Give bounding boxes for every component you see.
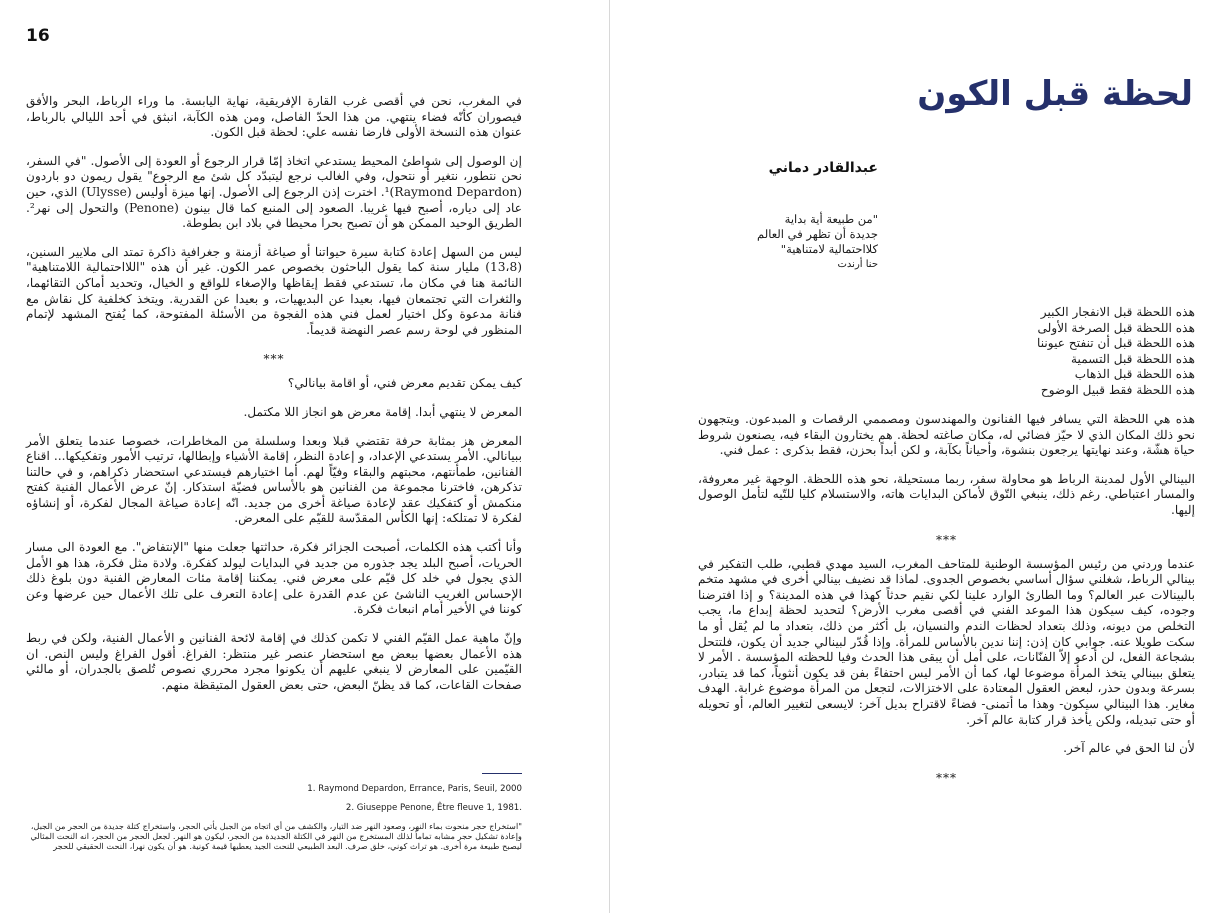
left-page-body	[26, 94, 522, 706]
right-page	[610, 0, 1219, 913]
footnote-translation: "استخراج حجر منحوت بماء النهر، وصعود النهر ضد التيار، والكشف من أي اتجاه من الجبل يأتي الحجر، واستخراج كتلة جديدة من الحجر من الجبل، وإعادة تشكيل حجر مشابه تماماً لذلك المستخرج من النهر في الكتلة الجديدة من الحجر، ليكون هو النهر. لجعل الحجر من الحجر، انه النحت المثالي ليصبح طبيعة مرة أخرى. هو تراث كوني، خلق صرف. البعد الطبيعي للنحت الجيد يعطيها قيمة كونية. هو أن يكون نهرا، النحت الحقيقي للحجر	[30, 821, 522, 852]
epigraph	[698, 212, 878, 272]
body-paragraph: وأنا أكتب هذه الكلمات، أصبحت الجزائر فكرة، حداثتها جعلت منها "الإنتفاض". مع العودة الى مسار الحريات، أصبح البلد يجد جذوره من جديد في البدايات ليولد كفكرة. ولادة مثل فكرة، هذا هو الأمل الذي يجول في خلد كل قيّم على معرض فني. يمكننا إقامة مئات المعارض الفنية دون بلوغ ذلك الإحساس الغريب الناشئ عن عدم القدرة على إعادة التعرف على تلك الأعمال حين عرضها وعن كوننا في الأخير أمام انبعاث فكرة.	[26, 540, 522, 617]
body-paragraph: البينالي الأول لمدينة الرباط هو محاولة سفر، ربما مستحيلة، نحو هذه اللحظة. الوجهة غير معروفة، والمسار اعتباطي. رغم ذلك، ينبغي التّوق لأماكن البدايات هاته، والاستسلام كليا للتّيه لتأمل الوصول إليها.	[698, 471, 1195, 517]
epigraph-attribution: حنا أرندت	[837, 259, 878, 270]
epigraph-line: "من طبيعة أية بداية	[784, 212, 878, 226]
body-paragraph: عندما وردني من رئيس المؤسسة الوطنية للمتاحف المغرب، السيد مهدي قطبي، طلب التفكير في بينالي الرباط، شغلني سؤال أساسي بخصوص الجدوى. لماذا قد نضيف بينالي أخرى في مشهد متخم بالبينالات عبر العالم؟ وما الطارئ الوارد علينا لكي نقيم حدثاً كهذا في هذه المدينة؟ و إذا افترضنا وجوده، كيف سيكون هذا الموعد الفني في أقصى مغرب الأرض؟ لتحديد لحظة إبداع ما، يجب التخلص من ديونه، وذلك بتعداد لحظات الندم والنسيان، بل أكثر من ذلك، بتعداد ما لم يُقل أو ما سكت طويلا عنه. جوابي كان إذن: إننا ندين بالأساس للمرأة. وإذا قُدّر لبينالي جديد أن يكون، فلتتحل بشجاعة الفعل، لن أدعو إلاّ الفنّانات، على أمل أن يبقى هذا الحدث وفيا للحظته المؤسسة . الأمر لا يتعلق ببينالي يتخذ المرأة موضوعا لها، كما أن الأمر ليس احتفاءً بفن قد يكون أنثوياً، كما قد يتبادر، بسرعة وبدون حذر، لبعض العقول المعتادة على الاختزالات، لتجعل من المرأة موضوع غرابة. الهدف مغاير. هذا البينالي سيكون- وهذا ما أتمنى- فضاءً لاقتراح بديل آخر: لايسعى لتغيير العالم، أو تحويله أو حتى تبديله، ولكن يأخذ قرار كتابة عالم آخر.	[698, 556, 1195, 727]
author-name: عبدالقادر دماني	[768, 160, 878, 176]
poem	[1037, 305, 1195, 399]
body-paragraph: كيف يمكن تقديم معرض فني، أو اقامة بيانالي؟	[287, 376, 522, 391]
section-divider: ***	[263, 352, 285, 367]
body-paragraph: لأن لنا الحق في عالم آخر.	[1063, 741, 1195, 756]
body-paragraph: وإنّ ماهية عمل القيّم الفني لا تكمن كذلك في إقامة لائحة الفنانين و الأعمال الفنية، ولكن في ربط هذه الأعمال بعضها ببعض مع استحضار عنصر غير منتظر: الفراغ. أقول الفراغ وليس النص. ان القيّمين على المعارض لا ينبغي عليهم أن يكونوا مجرد محرري نصوص تُلصق بالجدران، أو مالئي صفحات القاعات، كما قد يظنّ البعض، حتى بعض العقول المتيقظة منهم.	[26, 631, 522, 692]
article-title: لحظة قبل الكون	[917, 74, 1193, 114]
page-number: 16	[26, 26, 50, 46]
body-paragraph: المعرض هز بمثابة حرفة تقتضي قبلا وبعدا وسلسلة من المخاطرات، خصوصا عندما يتعلق الأمر ببيانالي. الأمر يستدعي الإعداد، و إعادة النظر، إقامة الأشياء وإبطالها، ترتيب الأمور وتفكيكها... اقناع الفنانين، طمأنتهم، محبتهم والبقاء وفيّاً لهم. أما اختيارهم فيستدعي استحضار ذكراهم، و في حالتنا تذكرهن، فاخترنا مجموعة من الفنانين هو بالأساس فضيّة استذكار. إنّ عرض الأعمال الفنية كفتح منكمش أو كتفكيك عقد لإعادة صياغة أخرى من جديد. انّه إعادة صياغة المجال لفكرة، أو إنشاؤه لفكرة لا تمتلكه: إنها الكأس المقدّسة للقيّم على المعرض.	[26, 433, 522, 526]
body-paragraph: إن الوصول إلى شواطئ المحيط يستدعي اتخاذ إمّا قرار الرجوع أو العودة إلى الأصول. "في السفر، نحن نتطور، نتغير أو نتحول، وفي الغالب نرجع ليتبدّد كل شئ مع الرجوع" يقول ريمون دو باردون (Raymond Depardon)¹. اخترت إذن الرجوع إلى الأصول. إنها ميزة أوليس (Ulysse) الذي، حين عاد إلى دياره، أصبح فيها غريبا. الصعود إلى المنبع كما قال بينون (Penone) والتحول إلى نهر². الطريق الوحيد الممكن هو أن تصبح بحرا محيطا في بلاد ابن بطوطة.	[26, 153, 522, 231]
footnotes	[26, 784, 522, 852]
poem-line: هذه اللحظة قبل الصرخة الأولى	[1037, 320, 1195, 335]
footnote-2: 2. Giuseppe Penone, Être fleuve 1, 1981.	[345, 802, 522, 813]
poem-line: هذه اللحظة قبل الانفجار الكبير	[1040, 305, 1195, 319]
poem-line: هذه اللحظة قبل التسمية	[1070, 351, 1195, 366]
epigraph-line: جديدة أن تظهر في العالم	[757, 227, 878, 241]
footnote-rule	[482, 773, 522, 774]
body-paragraph: المعرض لا ينتهي أبدا. إقامة معرض هو انجاز اللا مكتمل.	[243, 404, 522, 419]
right-page-body	[698, 412, 1195, 795]
footnote-1: 1. Raymond Depardon, Errance, Paris, Seuil, 2000	[307, 784, 522, 794]
section-divider: ***	[936, 532, 957, 547]
poem-line: هذه اللحظة قبل الذهاب	[1074, 367, 1195, 382]
left-page	[0, 0, 609, 913]
epigraph-line: كلااحتمالية لامتناهية"	[780, 242, 878, 256]
section-divider: ***	[936, 770, 957, 785]
poem-line: هذه اللحظة قبل أن تنفتح عيوننا	[1037, 336, 1195, 351]
body-paragraph: هذه هي اللحظة التي يسافر فيها الفنانون والمهندسون ومصممي الرقصات و المبدعون. ويتجهون نحو ذلك المكان الذي لا حيّز فضائي له، مكان صاغته لحظة. هم يختارون البقاء فيه، يصنعون شروط حياة هشّة، وعند نهايتها يرجعون بنشوة، وأحياناً بكآبة، و لكن أبداً بحزن، فقط بذكرى : عمل فني.	[698, 412, 1195, 458]
body-paragraph: ليس من السهل إعادة كتابة سيرة حيواتنا أو صياغة أزمنة و جغرافية ذاكرة تمتد الى ملايير السنين، (13،8) مليار سنة كما يقول الباحثون بخصوص عمر الكون. غير أن هذه "اللااحتمالية اللامتناهية" النائمة هنا في مكان ما، تستدعي فقط إيقاظها والإصغاء للواقع و الخيال، وتحديد أماكن التقائهما، والثغرات التي تجتمعان فيها، بعيدا عن البديهيات، و بعيدا عن القدرية. ويتخذ كخلفية كل نقاش مع فنانة مدعوة وكل اختيار لعمل فني هذه الفجوة من الأسئلة المفتوحة، كما يُفتح المشهد لإتمام المنظور في لوحة رسم عصر النهضة قديماً.	[26, 244, 522, 337]
body-paragraph: في المغرب، نحن في أقصى غرب القارة الإفريقية، نهاية اليابسة. ما وراء الرباط، البحر والأفق فيصوران كأنّه فضاء ينتهي. من هذا الحدّ الفاصل، ومن هذه الكآبة، انبثق في أحد الليالي بالرباط، عنوان هذه النسخة الأولى فارضا نفسه علي: لحظة قبل الكون.	[26, 94, 522, 140]
poem-line: هذه اللحظة فقط قبيل الوضوح	[1040, 382, 1195, 397]
